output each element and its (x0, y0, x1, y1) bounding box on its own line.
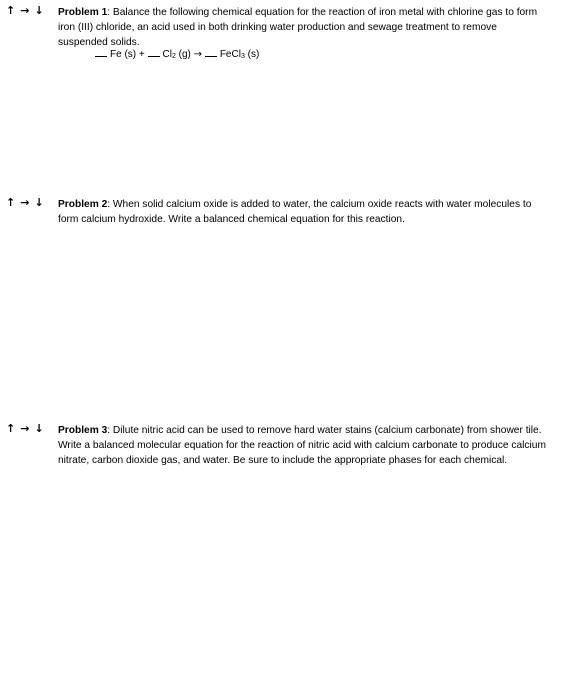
term-2-phase: (g) (175, 49, 191, 60)
reorder-arrows (6, 4, 49, 17)
problem-3-label: Problem 3 (58, 425, 108, 436)
arrow-up-icon[interactable]: ↑ (6, 196, 18, 209)
equation-term-1: Fe (s) + (110, 49, 145, 60)
reorder-arrows (6, 196, 49, 209)
arrow-right-icon[interactable]: → (20, 422, 32, 435)
problem-3-text (58, 423, 546, 468)
term-3-symbol: FeCl (219, 49, 241, 60)
arrow-right-icon[interactable]: → (20, 196, 32, 209)
equation-term-2 (163, 49, 191, 60)
reorder-arrows (6, 422, 49, 435)
chemical-equation (95, 49, 259, 60)
coefficient-blank-1[interactable] (95, 56, 107, 57)
term-2-subscript: 2 (171, 53, 176, 60)
coefficient-blank-3[interactable] (205, 56, 217, 57)
problem-1-text (58, 5, 546, 50)
coefficient-blank-2[interactable] (148, 56, 160, 57)
arrow-right-icon[interactable]: → (20, 4, 32, 17)
arrow-up-icon[interactable]: ↑ (6, 422, 18, 435)
reaction-arrow-icon: → (193, 49, 203, 60)
arrow-down-icon[interactable]: ↓ (34, 196, 46, 209)
equation-term-3 (220, 49, 259, 60)
problem-2-label: Problem 2 (58, 199, 108, 210)
problem-2-body: : When solid calcium oxide is added to water, the calcium oxide reacts with water molecules to form calcium hydroxide. Write a balanced chemical equation for this reaction. (58, 199, 532, 225)
arrow-up-icon[interactable]: ↑ (6, 4, 18, 17)
term-3-phase: (s) (244, 49, 260, 60)
arrow-down-icon[interactable]: ↓ (34, 422, 46, 435)
problem-1-body: : Balance the following chemical equation for the reaction of iron metal with chlorine gas to form iron (III) chloride, an acid used in both drinking water production and sewage treatment to remove suspended solids. (58, 7, 538, 48)
term-2-symbol: Cl (162, 49, 172, 60)
term-3-subscript: 3 (240, 53, 245, 60)
problem-3-body: : Dilute nitric acid can be used to remove hard water stains (calcium carbonate) from shower tile. Write a balanced molecular equation for the reaction of nitric acid with calcium carbonate to produce calcium nitrate, carbon dioxide gas, and water. Be sure to include the appropriate phases for each chemical. (58, 425, 546, 466)
problem-2-text (58, 197, 546, 227)
problem-1-label: Problem 1 (58, 7, 108, 18)
arrow-down-icon[interactable]: ↓ (34, 4, 46, 17)
